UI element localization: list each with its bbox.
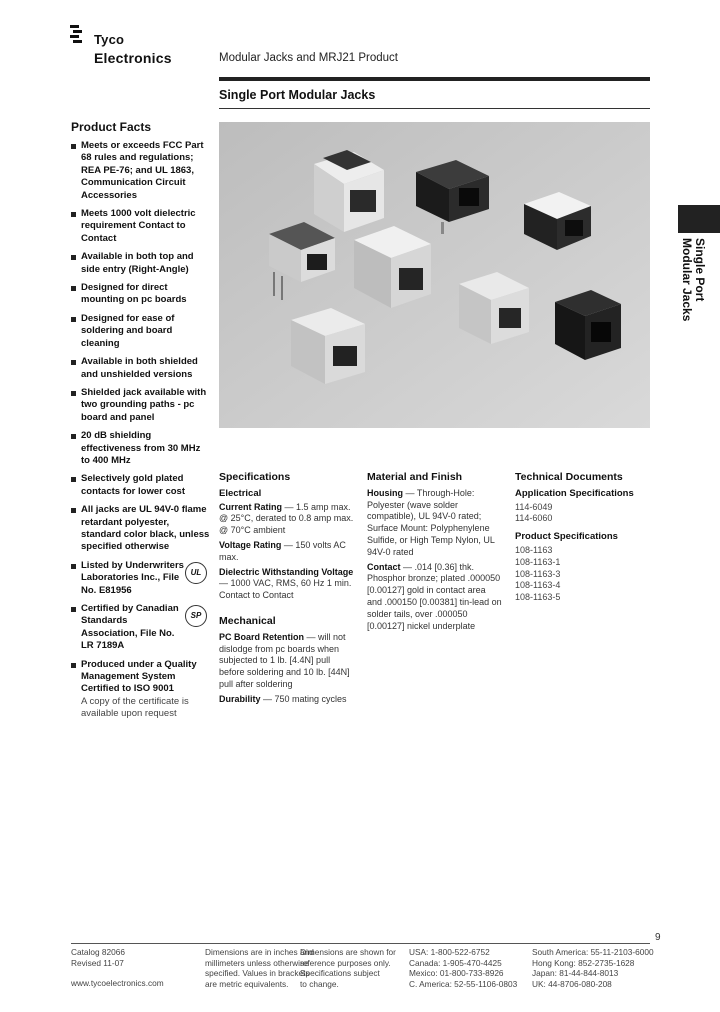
product-spec-item: 108-1163-1: [515, 556, 561, 567]
product-spec-item: 108-1163-4: [515, 580, 561, 591]
voltage-rating: Voltage Rating — 150 volts AC max.: [219, 539, 346, 562]
fact-text: Meets or exceeds FCC Part 68 rules and regulations; REA PE-76; and UL 1863, Communication Circuit Accessories: [81, 140, 204, 201]
fact-text: Available in both top and side entry (Right-Angle): [81, 251, 194, 275]
section-title: Single Port Modular Jacks: [219, 88, 376, 102]
fact-item: [71, 603, 211, 653]
reference-note-line: Specifications subject: [300, 968, 380, 978]
dimensions-note-line: are metric equivalents.: [205, 978, 289, 989]
product-specs-title: Product Specifications: [515, 531, 618, 543]
fact-item: [71, 208, 211, 245]
website-link[interactable]: www.tycoelectronics.com: [71, 978, 164, 988]
phone-hong-kong: Hong Kong: 852-2735-1628: [532, 957, 635, 968]
product-facts-title: Product Facts: [71, 120, 152, 134]
tyco-logo-mark-icon: [70, 25, 88, 45]
application-spec-item: 114-6060: [515, 513, 553, 524]
fact-text: Meets 1000 volt dielectric requirement Contact to Contact: [81, 208, 196, 244]
housing: Housing — Through-Hole: Polyester (wave solder compatible), UL 94V-0 rated; Surface Mount: Polyphenylene Sulfide, or High Temp Nylon, UL 94V-0 rated: [367, 487, 495, 557]
dimensions-note-line: Dimensions are in inches and: [205, 947, 314, 957]
fact-item: [71, 251, 211, 276]
technical-documents-column: [515, 472, 651, 604]
fact-text: Selectively gold plated contacts for lower cost: [81, 473, 185, 497]
fact-item: [71, 356, 211, 381]
dimensions-note-line: millimeters unless otherwise: [205, 957, 309, 968]
fact-text: Listed by Underwriters Laboratories Inc., File No. E81956: [81, 559, 184, 596]
side-tab-line1: Single Port: [693, 238, 707, 302]
current-rating: Current Rating — 1.5 amp max. @ 25°C, derated to 0.8 amp max. @ 70°C ambient: [219, 501, 354, 536]
material-column: [367, 472, 503, 635]
product-facts: [71, 120, 211, 727]
page-number: 9: [655, 932, 661, 943]
product-spec-item: 108-1163: [515, 544, 553, 555]
phone-uk: UK: 44-8706-080-208: [532, 978, 612, 989]
reference-note-line: to change.: [300, 978, 339, 989]
side-tab-line2: Modular Jacks: [680, 238, 694, 322]
fact-item: [71, 140, 211, 202]
phone-central-america: C. America: 52-55-1106-0803: [409, 978, 518, 989]
application-spec-item: 114-6049: [515, 501, 553, 512]
footer-phone-americas: [409, 947, 517, 989]
fact-item: [71, 282, 211, 307]
mechanical-title: Mechanical: [219, 614, 276, 627]
product-photo: [219, 122, 650, 428]
phone-mexico: Mexico: 01-800-733-8926: [409, 968, 504, 978]
fact-note: A copy of the certificate is available upon request: [81, 695, 189, 720]
dimensions-note-line: specified. Values in brackets: [205, 968, 310, 978]
technical-title: Technical Documents: [515, 471, 623, 483]
side-tab-bar: [678, 205, 720, 233]
specifications-column: [219, 472, 355, 709]
fact-text: 20 dB shielding effectiveness from 30 MHz to 400 MHz: [81, 430, 201, 466]
fact-item: [71, 473, 211, 498]
specifications-title: Specifications: [219, 471, 291, 483]
fact-item: [71, 387, 211, 424]
pc-board-retention: PC Board Retention — will not dislodge from pc boards when subjected to 1 lb. [4.4N] pull before soldering and 10 lb. [44N] pull after soldering: [219, 631, 350, 689]
material-title: Material and Finish: [367, 471, 463, 483]
brand-line1: Tyco: [94, 32, 125, 47]
electrical-title: Electrical: [219, 487, 262, 499]
fact-text: Available in both shielded and unshielded versions: [81, 356, 198, 380]
header-rule: [219, 77, 650, 81]
fact-text: All jacks are UL 94V-0 flame retardant polyester, standard color black, unless specified otherwise: [81, 504, 210, 553]
durability: Durability — 750 mating cycles: [219, 693, 347, 704]
dielectric-voltage: Dielectric Withstanding Voltage — 1000 VAC, RMS, 60 Hz 1 min. Contact to Contact: [219, 566, 354, 601]
phone-japan: Japan: 81-44-844-8013: [532, 968, 619, 978]
revised-date: Revised 11-07: [71, 957, 124, 968]
fact-text: Certified by Canadian Standards Association, File No. LR 7189A: [81, 603, 179, 652]
brand-line2: Electronics: [94, 50, 172, 66]
csa-certified-icon: SP: [185, 605, 207, 627]
fact-text: Shielded jack available with two grounding paths - pc board and panel: [81, 386, 207, 423]
phone-canada: Canada: 1-905-470-4425: [409, 957, 502, 968]
fact-item: [71, 560, 211, 597]
reference-note-line: Dimensions are shown for: [300, 947, 396, 957]
side-tab-label: [680, 238, 706, 321]
footer-dimensions-note: [205, 947, 314, 989]
product-spec-item: 108-1163-5: [515, 592, 561, 603]
section-rule: [219, 108, 650, 109]
fact-text: Designed for ease of soldering and board cleaning: [81, 312, 175, 349]
footer-reference-note: [300, 947, 396, 989]
header-title: Modular Jacks and MRJ21 Product: [219, 52, 398, 64]
fact-item: [71, 313, 211, 350]
footer-phone-international: [532, 947, 654, 989]
phone-south-america: South America: 55-11-2103-6000: [532, 947, 654, 957]
contact: Contact — .014 [0.36] thk. Phosphor bronze; plated .000050 [0.00127] gold in contact area and .000150 [0.00381] tin-lead on solder tails, over .000050 [0.00127] nickel underplate: [367, 561, 502, 631]
footer-rule: [71, 943, 650, 944]
footer-catalog-info: [71, 947, 164, 989]
fact-text: Designed for direct mounting on pc boards: [81, 282, 187, 306]
catalog-number: Catalog 82066: [71, 947, 125, 957]
reference-note-line: reference purposes only.: [300, 957, 391, 968]
phone-usa: USA: 1-800-522-6752: [409, 947, 490, 957]
modular-jacks-illustration: [219, 122, 650, 428]
ul-listed-icon: UL: [185, 562, 207, 584]
fact-item: [71, 659, 211, 721]
application-specs-title: Application Specifications: [515, 487, 634, 499]
fact-item: [71, 504, 211, 554]
fact-item: [71, 430, 211, 467]
fact-text: Produced under a Quality Management System Certified to ISO 9001: [81, 658, 197, 695]
product-spec-item: 108-1163-3: [515, 568, 561, 579]
